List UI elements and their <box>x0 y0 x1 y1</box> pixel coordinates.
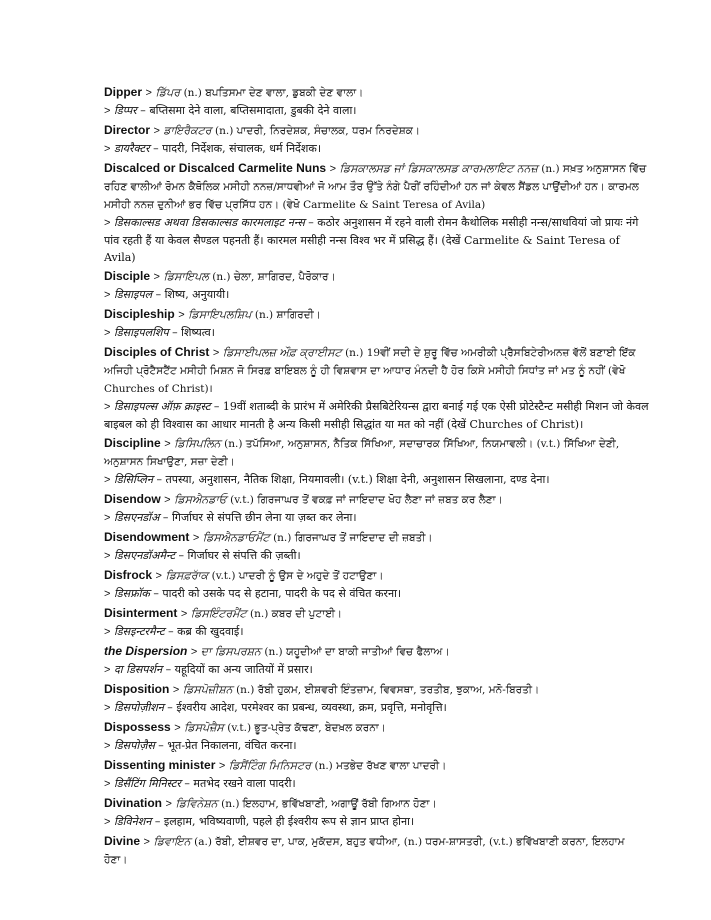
punjabi-definition: (n.) ਚੇਲਾ, ਸ਼ਾਗਿਰਦ, ਪੈਰੋਕਾਰ। <box>212 271 336 283</box>
arrow-glyph: > <box>104 626 111 638</box>
arrow-glyph: > <box>104 816 111 828</box>
punjabi-transliteration: ਡਿਸਪੋਜ਼ੀਸ਼ਨ <box>182 683 233 696</box>
hindi-definition: ईश्वरीय आदेश, परमेश्वर का प्रबन्ध, व्यवस्था, क्रम, प्रवृत्ति, मनोवृत्ति। <box>176 701 447 714</box>
arrow-glyph: > <box>104 401 111 413</box>
hindi-transliteration: डिसाइपल <box>113 288 153 301</box>
headword: Discipline <box>104 436 161 450</box>
hindi-transliteration: डिसफ्रॉक <box>113 587 150 600</box>
headword: Disposition <box>104 682 170 696</box>
punjabi-definition: (n.) ਰੱਬੀ ਹੁਕਮ, ਈਸ਼ਵਰੀ ਇੰਤਜ਼ਾਮ, ਵਿਵਸਥਾ, ਤਰਤੀਬ, ਝੁਕਾਅ, ਮਨੋ-ਬਿਰਤੀ। <box>236 684 540 696</box>
headword: Dispossess <box>104 720 171 734</box>
arrow-glyph: > <box>153 271 160 283</box>
arrow-glyph: > <box>190 646 198 658</box>
punjabi-transliteration: ਡਿਸਾਈਪਲਜ਼ ਔਫ਼ ਕ੍ਰਾਈਸਟ <box>222 346 342 359</box>
punjabi-definition: (n.) ਯਹੂਦੀਆਂ ਦਾ ਬਾਕੀ ਜਾਤੀਆਂ ਵਿਚ ਫੈਲਾਅ। <box>264 646 450 658</box>
hindi-definition: तपस्या, अनुशासन, नैतिक शिक्षा, नियमावली। (v.t.) शिक्षा देनी, अनुशासन सिखलाना, दण्ड देना। <box>165 473 550 486</box>
punjabi-transliteration: ਡਿਸੈਂਟਿੰਗ ਮਿਨਿਸਟਰ <box>228 759 311 772</box>
arrow-glyph: > <box>104 289 111 301</box>
headword: Disendow <box>104 492 161 506</box>
arrow-glyph: > <box>218 760 226 772</box>
arrow-glyph: > <box>104 588 111 600</box>
hindi-definition: भूत-प्रेत निकालना, वंचित करना। <box>167 739 297 752</box>
hindi-transliteration: डिसाइपलशिप <box>113 326 169 339</box>
entry-dispossess: Dispossess > ਡਿਸਪੋਜ਼ੈਸ (v.t.) ਭੂਤ-ਪ੍ਰੇਤ ਕੱਢਣਾ, ਬੇਦਖ਼ਲ ਕਰਨਾ। > डिसपोज़ैस – भूत-प्रेत निकालना, वंचित करना। <box>104 720 386 752</box>
entry-dipper: Dipper > ਡਿੱਪਰ (n.) ਬਪਤਿਸਮਾ ਦੇਣ ਵਾਲਾ, ਡੁਬਕੀ ਦੇਣ ਵਾਲਾ। > डिप्पर – बप्तिसमा देने वाला, बप्तिसमादाता, डुबकी देने वाला। <box>104 85 364 117</box>
arrow-glyph: > <box>174 722 181 734</box>
hindi-transliteration: डिसएनडॉअमैन्ट <box>113 549 176 562</box>
entry-discipleship: Discipleship > ਡਿਸਾਇਪਲਸ਼ਿਪ (n.) ਸ਼ਾਗਿਰਦੀ। > डिसाइपलशिप – शिष्यत्व। <box>104 307 321 339</box>
entry-disciple: Disciple > ਡਿਸਾਇਪਲ (n.) ਚੇਲਾ, ਸ਼ਾਗਿਰਦ, ਪੈਰੋਕਾਰ। > डिसाइपल – शिष्य, अनुयायी। <box>104 269 336 301</box>
headword: Disfrock <box>104 568 153 582</box>
punjabi-transliteration: ਡਿਸਐਨਡਾਓਮੈਂਟ <box>202 531 270 544</box>
punjabi-definition: (a.) ਰੱਬੀ, ਈਸ਼ਵਰ ਦਾ, ਪਾਕ, ਮੁਕੱਦਸ, ਬਹੁਤ ਵਧੀਆ, (n.) ਧਰਮ-ਸ਼ਾਸਤਰੀ, (v.t.) ਭਵਿੱਖਬਾਣੀ ਕਰਨਾ, ਇਲਹਾਮ ਹੋਣਾ। <box>104 836 625 866</box>
hindi-definition: मतभेद रखने वाला पादरी। <box>193 777 296 790</box>
arrow-glyph: > <box>104 702 111 714</box>
headword: Discalced or Discalced Carmelite Nuns <box>104 161 327 175</box>
arrow-glyph: > <box>165 798 172 810</box>
hindi-transliteration: डिसएनडॉअ <box>113 511 160 524</box>
arrow-glyph: > <box>164 494 171 506</box>
entry-divination: Divination > ਡਿਵਿਨੇਸ਼ਨ (n.) ਇਲਹਾਮ, ਭਵਿੱਖਬਾਣੀ, ਅਗਾਊਂ ਰੱਬੀ ਗਿਆਨ ਹੋਣਾ। > डिविनेशन – इलहाम, भविष्यवाणी, पहले ही ईश्वरीय रूप से ज्ञान प्राप्त होना। <box>104 796 437 828</box>
punjabi-definition: (n.) 19ਵੀਂ ਸਦੀ ਦੇ ਸ਼ੁਰੂ ਵਿੱਚ ਅਮਰੀਕੀ ਪ੍ਰੈਸਬਿਟੇਰੀਅਨਜ਼ ਵੱਲੋਂ ਬਣਾਈ ਇੱਕ ਅਜਿਹੀ ਪ੍ਰੋਟੈਸਟੈਂਟ ਮਸੀਹੀ ਮਿਸ਼ਨ ਜੋ ਸਿਰਫ਼ ਬਾਇਬਲ ਨੂੰ ਹੀ ਵਿਸ਼ਵਾਸ ਦਾ ਆਧਾਰ ਮੰਨਦੀ ਹੈ ਹੋਰ ਕਿਸੇ ਮਸੀਹੀ ਸਿਧਾਂਤ ਜਾਂ ਮਤ ਨੂੰ ਨਹੀਂ (ਵੇਖੋ Churches of Christ)। <box>104 347 636 395</box>
hindi-definition: गिर्जाघर से संपत्ति छीन लेना या ज़ब्त कर लेना। <box>171 511 357 524</box>
entry-disendow: Disendow > ਡਿਸਐਨਡਾਓ (v.t.) ਗਿਰਜਾਘਰ ਤੋਂ ਵਕਫ਼ ਜਾਂ ਜਾਇਦਾਦ ਖੋਹ ਲੈਣਾ ਜਾਂ ਜ਼ਬਤ ਕਰ ਲੈਣਾ। > डिसएनडॉअ – गिर्जाघर से संपत्ति छीन लेना या ज़ब्त कर लेना। <box>104 492 503 524</box>
arrow-glyph: > <box>192 532 200 544</box>
hindi-transliteration: दा डिसपर्शन <box>113 663 163 676</box>
entry-discipline: Discipline > ਡਿਸਿਪਲਿਨ (n.) ਤਪੱਸਿਆ, ਅਨੁਸ਼ਾਸਨ, ਨੈਤਿਕ ਸਿੱਖਿਆ, ਸਦਾਚਾਰਕ ਸਿੱਖਿਆ, ਨਿਯਮਾਵਲੀ। (v.t.) ਸਿੱਖਿਆ ਦੇਣੀ, ਅਨੁਸ਼ਾਸਨ ਸਿਖਾਉਣਾ, ਸਜ਼ਾ ਦੇਣੀ। > डिसिप्लिन – तपस्या, अनुशासन, नैतिक शिक्षा, नियमावली। (v.t.) शिक्षा देनी, अनुशासन सिखलाना, दण्ड देना। <box>104 436 620 486</box>
punjabi-transliteration: ਡਿਸਪੋਜ਼ੈਸ <box>184 721 224 734</box>
arrow-glyph: > <box>212 347 220 359</box>
hindi-definition: कब्र की खुदवाई। <box>177 625 244 638</box>
punjabi-definition: (n.) ਸਖ਼ਤ ਅਨੁਸ਼ਾਸਨ ਵਿੱਚ ਰਹਿਣ ਵਾਲੀਆਂ ਰੋਮਨ ਕੈਥੋਲਿਕ ਮਸੀਹੀ ਨਨਜ਼/ਸਾਧਵੀਆਂ ਜੋ ਆਮ ਤੌਰ ਉੱਤੇ ਨੰਗੇ ਪੈਰੀਂ ਰਹਿੰਦੀਆਂ ਹਨ ਜਾਂ ਕੇਵਲ ਸੈਂਡਲ ਪਾਉਂਦੀਆਂ ਹਨ। ਕਾਰਮਲ ਮਸੀਹੀ ਨਨਜ਼ ਦੁਨੀਆਂ ਭਰ ਵਿੱਚ ਪ੍ਰਸਿੱਧ ਹਨ। (ਵੇਖੋ Carmelite & Saint Teresa of Avila) <box>104 163 647 211</box>
hindi-definition: 19वीं शताब्दी के प्रारंभ में अमेरिकी प्रैसबिटेरियन्स द्वारा बनाई गई एक ऐसी प्रोटेस्टैन्ट मसीही मिशन जो केवल बाइबल को ही विश्वास का आधार मानती है अन्य किसी मसीही सिद्धांत या मत को नहीं (देखें Churches of Christ)। <box>104 400 649 431</box>
hindi-transliteration: डिसाइपल्स ऑफ़ क्राइस्ट <box>113 400 211 413</box>
punjabi-transliteration: ਦਾ ਡਿਸਪਰਸ਼ਨ <box>200 645 261 658</box>
punjabi-definition: (n.) ਗਿਰਜਾਘਰ ਤੋਂ ਜਾਇਦਾਦ ਦੀ ਜ਼ਬਤੀ। <box>273 532 433 544</box>
hindi-definition: पादरी, निर्देशक, संचालक, धर्म निर्देशक। <box>162 142 321 155</box>
entry-divine <box>104 833 649 869</box>
hindi-definition: यहूदियों का अन्य जातियों में प्रसार। <box>174 663 313 676</box>
hindi-definition: इलहाम, भविष्यवाणी, पहले ही ईश्वरीय रूप से ज्ञान प्राप्त होना। <box>163 815 415 828</box>
punjabi-definition: (n.) ਇਲਹਾਮ, ਭਵਿੱਖਬਾਣੀ, ਅਗਾਊਂ ਰੱਬੀ ਗਿਆਨ ਹੋਣਾ। <box>221 798 437 810</box>
headword: Dipper <box>104 85 143 99</box>
hindi-transliteration: डिसकाल्सड अथवा डिसकाल्सड कारमलाइट नन्स <box>113 216 305 229</box>
hindi-definition: बप्तिसमा देने वाला, बप्तिसमादाता, डुबकी देने वाला। <box>149 104 357 117</box>
punjabi-transliteration: ਡਿਸਾਇਪਲਸ਼ਿਪ <box>188 308 252 321</box>
entry-disposition: Disposition > ਡਿਸਪੋਜ਼ੀਸ਼ਨ (n.) ਰੱਬੀ ਹੁਕਮ, ਈਸ਼ਵਰੀ ਇੰਤਜ਼ਾਮ, ਵਿਵਸਥਾ, ਤਰਤੀਬ, ਝੁਕਾਅ, ਮਨੋ-ਬਿਰਤੀ। > डिसपोज़ीशन – ईश्वरीय आदेश, परमेश्वर का प्रबन्ध, व्यवस्था, क्रम, प्रवृत्ति, मनोवृत्ति। <box>104 682 540 714</box>
entry-disendowment: Disendowment > ਡਿਸਐਨਡਾਓਮੈਂਟ (n.) ਗਿਰਜਾਘਰ ਤੋਂ ਜਾਇਦਾਦ ਦੀ ਜ਼ਬਤੀ। > डिसएनडॉअमैन्ट – गिर्जाघर से संपत्ति की ज़ब्ती। <box>104 530 433 562</box>
headword: Divine <box>104 834 141 848</box>
punjabi-definition: (n.) ਮਤਭੇਦ ਰੱਖਣ ਵਾਲਾ ਪਾਦਰੀ। <box>314 760 447 772</box>
headword: Director <box>104 123 151 137</box>
punjabi-definition: (v.t.) ਪਾਦਰੀ ਨੂੰ ਉਸ ਦੇ ਅਹੁਦੇ ਤੋਂ ਹਟਾਉਣਾ। <box>211 570 384 582</box>
arrow-glyph: > <box>145 87 152 99</box>
arrow-glyph: > <box>180 608 188 620</box>
punjabi-transliteration: ਡਿਸਕਾਲਸਡ ਜਾਂ ਡਿਸਕਾਲਸਡ ਕਾਰਮਲਾਇਟ ਨਨਜ਼ <box>339 162 538 175</box>
arrow-glyph: > <box>104 778 111 790</box>
arrow-glyph: > <box>329 163 337 175</box>
punjabi-transliteration: ਡਿਵਾਇਨ <box>153 835 191 848</box>
hindi-definition: पादरी को उसके पद से हटाना, पादरी के पद से वंचित करना। <box>162 587 402 600</box>
punjabi-transliteration: ਡਿਸਫ਼ਰਾੱਕ <box>165 569 209 582</box>
hindi-transliteration: डिसइन्टरमैन्ट <box>113 625 165 638</box>
arrow-glyph: > <box>104 143 111 155</box>
punjabi-transliteration: ਡਿਸਿਪਲਿਨ <box>174 437 221 450</box>
punjabi-definition: (n.) ਪਾਦਰੀ, ਨਿਰਦੇਸ਼ਕ, ਸੰਚਾਲਕ, ਧਰਮ ਨਿਰਦੇਸ਼ਕ। <box>215 125 420 137</box>
punjabi-definition: (n.) ਕਬਰ ਦੀ ਪੁਟਾਈ। <box>250 608 343 620</box>
headword: Disciple <box>104 269 151 283</box>
arrow-glyph: > <box>153 125 160 137</box>
punjabi-definition: (v.t.) ਗਿਰਜਾਘਰ ਤੋਂ ਵਕਫ਼ ਜਾਂ ਜਾਇਦਾਦ ਖੋਹ ਲੈਣਾ ਜਾਂ ਜ਼ਬਤ ਕਰ ਲੈਣਾ। <box>230 494 503 506</box>
arrow-glyph: > <box>172 684 180 696</box>
arrow-glyph: > <box>104 327 111 339</box>
punjabi-transliteration: ਡਿਵਿਨੇਸ਼ਨ <box>175 797 218 810</box>
headword: Dissenting minister <box>104 758 216 772</box>
hindi-transliteration: डिसिप्लिन <box>113 473 153 486</box>
punjabi-transliteration: ਡਿਸਇੰਟਰਮੈਂਟ <box>190 607 247 620</box>
headword: Divination <box>104 796 163 810</box>
arrow-glyph: > <box>104 217 111 229</box>
hindi-definition: शिष्य, अनुयायी। <box>164 288 230 301</box>
punjabi-transliteration: ਡਿਸਐਨਡਾਓ <box>174 493 227 506</box>
hindi-transliteration: डिसपोज़ीशन <box>113 701 164 714</box>
entry-dissenting-minister: Dissenting minister > ਡਿਸੈਂਟਿੰਗ ਮਿਨਿਸਟਰ (n.) ਮਤਭੇਦ ਰੱਖਣ ਵਾਲਾ ਪਾਦਰੀ। > डिसैंटिंग मिनिस्टर – मतभेद रखने वाला पादरी। <box>104 758 447 790</box>
arrow-glyph: > <box>104 512 111 524</box>
headword: the Dispersion <box>104 644 188 658</box>
hindi-transliteration: डिसपोज़ैस <box>113 739 155 752</box>
arrow-glyph: > <box>104 474 111 486</box>
entry-discalced: Discalced or Discalced Carmelite Nuns > ਡਿਸਕਾਲਸਡ ਜਾਂ ਡਿਸਕਾਲਸਡ ਕਾਰਮਲਾਇਟ ਨਨਜ਼ (n.) ਸਖ਼ਤ ਅਨੁਸ਼ਾਸਨ ਵਿੱਚ ਰਹਿਣ ਵਾਲੀਆਂ ਰੋਮਨ ਕੈਥੋਲਿਕ ਮਸੀਹੀ ਨਨਜ਼/ਸਾਧਵੀਆਂ ਜੋ ਆਮ ਤੌਰ ਉੱਤੇ ਨੰਗੇ ਪੈਰੀਂ ਰਹਿੰਦੀਆਂ ਹਨ ਜਾਂ ਕੇਵਲ ਸੈਂਡਲ ਪਾਉਂਦੀਆਂ ਹਨ। ਕਾਰਮਲ ਮਸੀਹੀ ਨਨਜ਼ ਦੁਨੀਆਂ ਭਰ ਵਿੱਚ ਪ੍ਰਸਿੱਧ ਹਨ। (ਵੇਖੋ Carmelite & Saint Teresa of Avila) > डिसकाल्सड अथवा डिसकाल्सड कारमलाइट नन्स – कठोर अनुशासन में रहने वाली रोमन कैथोलिक मसीही नन्स/साधवियां जो प्रायः नंगे पांव रहती हैं या केवल सैण्डल पहनती हैं। कारमल मसीही नन्स विश्व भर में प्रसिद्ध हैं। (देखें Carmelite & Saint Teresa of Avila) <box>104 161 647 264</box>
punjabi-transliteration: ਡਿਸਾਇਪਲ <box>163 270 209 283</box>
headword: Disinterment <box>104 606 178 620</box>
arrow-glyph: > <box>178 309 185 321</box>
arrow-glyph: > <box>155 570 162 582</box>
headword: Disendowment <box>104 530 190 544</box>
headword: Discipleship <box>104 307 175 321</box>
arrow-glyph: > <box>164 438 171 450</box>
entry-disciples-of-christ: Disciples of Christ > ਡਿਸਾਈਪਲਜ਼ ਔਫ਼ ਕ੍ਰਾਈਸਟ (n.) 19ਵੀਂ ਸਦੀ ਦੇ ਸ਼ੁਰੂ ਵਿੱਚ ਅਮਰੀਕੀ ਪ੍ਰੈਸਬਿਟੇਰੀਅਨਜ਼ ਵੱਲੋਂ ਬਣਾਈ ਇੱਕ ਅਜਿਹੀ ਪ੍ਰੋਟੈਸਟੈਂਟ ਮਸੀਹੀ ਮਿਸ਼ਨ ਜੋ ਸਿਰਫ਼ ਬਾਇਬਲ ਨੂੰ ਹੀ ਵਿਸ਼ਵਾਸ ਦਾ ਆਧਾਰ ਮੰਨਦੀ ਹੈ ਹੋਰ ਕਿਸੇ ਮਸੀਹੀ ਸਿਧਾਂਤ ਜਾਂ ਮਤ ਨੂੰ ਨਹੀਂ (ਵੇਖੋ Churches of Christ)। > डिसाइपल्स ऑफ़ क्राइस्ट – 19वीं शताब्दी के प्रारंभ में अमेरिकी प्रैसबिटेरियन्स द्वारा बनाई गई एक ऐसी प्रोटेस्टैन्ट मसीही मिशन जो केवल बाइबल को ही विश्वास का आधार मानती है अन्य किसी मसीही सिद्धांत या मत को नहीं (देखें Churches of Christ)। <box>104 345 649 431</box>
punjabi-definition: (v.t.) ਭੂਤ-ਪ੍ਰੇਤ ਕੱਢਣਾ, ਬੇਦਖ਼ਲ ਕਰਨਾ। <box>227 722 386 734</box>
punjabi-definition: (n.) ਬਪਤਿਸਮਾ ਦੇਣ ਵਾਲਾ, ਡੁਬਕੀ ਦੇਣ ਵਾਲਾ। <box>183 87 364 99</box>
arrow-glyph: > <box>143 836 150 848</box>
entry-the-dispersion: the Dispersion > ਦਾ ਡਿਸਪਰਸ਼ਨ (n.) ਯਹੂਦੀਆਂ ਦਾ ਬਾਕੀ ਜਾਤੀਆਂ ਵਿਚ ਫੈਲਾਅ। > दा डिसपर्शन – यहूदियों का अन्य जातियों में प्रसार। <box>104 644 450 676</box>
punjabi-transliteration: ਡਿੱਪਰ <box>155 86 181 99</box>
punjabi-transliteration: ਡਾਇਰੈਕਟਰ <box>163 124 212 137</box>
hindi-definition: शिष्यत्व। <box>181 326 215 339</box>
arrow-glyph: > <box>104 740 111 752</box>
headword: Disciples of Christ <box>104 345 210 359</box>
punjabi-definition: (n.) ਤਪੱਸਿਆ, ਅਨੁਸ਼ਾਸਨ, ਨੈਤਿਕ ਸਿੱਖਿਆ, ਸਦਾਚਾਰਕ ਸਿੱਖਿਆ, ਨਿਯਮਾਵਲੀ। (v.t.) ਸਿੱਖਿਆ ਦੇਣੀ, ਅਨੁਸ਼ਾਸਨ ਸਿਖਾਉਣਾ, ਸਜ਼ਾ ਦੇਣੀ। <box>104 438 620 468</box>
hindi-definition: कठोर अनुशासन में रहने वाली रोमन कैथोलिक मसीही नन्स/साधवियां जो प्रायः नंगे पांव रहती हैं या केवल सैण्डल पहनती हैं। कारमल मसीही नन्स विश्व भर में प्रसिद्ध हैं। (देखें Carmelite & Saint Teresa of Avila) <box>104 216 639 264</box>
punjabi-definition: (n.) ਸ਼ਾਗਿਰਦੀ। <box>254 309 321 321</box>
hindi-transliteration: डिसैंटिंग मिनिस्टर <box>113 777 181 790</box>
hindi-transliteration: डायरैक्टर <box>113 142 150 155</box>
entry-disfrock: Disfrock > ਡਿਸਫ਼ਰਾੱਕ (v.t.) ਪਾਦਰੀ ਨੂੰ ਉਸ ਦੇ ਅਹੁਦੇ ਤੋਂ ਹਟਾਉਣਾ। > डिसफ्रॉक – पादरी को उसके पद से हटाना, पादरी के पद से वंचित करना। <box>104 568 402 600</box>
entry-director: Director > ਡਾਇਰੈਕਟਰ (n.) ਪਾਦਰੀ, ਨਿਰਦੇਸ਼ਕ, ਸੰਚਾਲਕ, ਧਰਮ ਨਿਰਦੇਸ਼ਕ। > डायरैक्टर – पादरी, निर्देशक, संचालक, धर्म निर्देशक। <box>104 123 420 155</box>
entry-disinterment: Disinterment > ਡਿਸਇੰਟਰਮੈਂਟ (n.) ਕਬਰ ਦੀ ਪੁਟਾਈ। > डिसइन्टरमैन्ट – कब्र की खुदवाई। <box>104 606 343 638</box>
arrow-glyph: > <box>104 105 111 117</box>
hindi-transliteration: डिविनेशन <box>113 815 152 828</box>
arrow-glyph: > <box>104 664 111 676</box>
hindi-definition: गिर्जाघर से संपत्ति की ज़ब्ती। <box>187 549 301 562</box>
arrow-glyph: > <box>104 550 111 562</box>
hindi-transliteration: डिप्पर <box>113 104 137 117</box>
